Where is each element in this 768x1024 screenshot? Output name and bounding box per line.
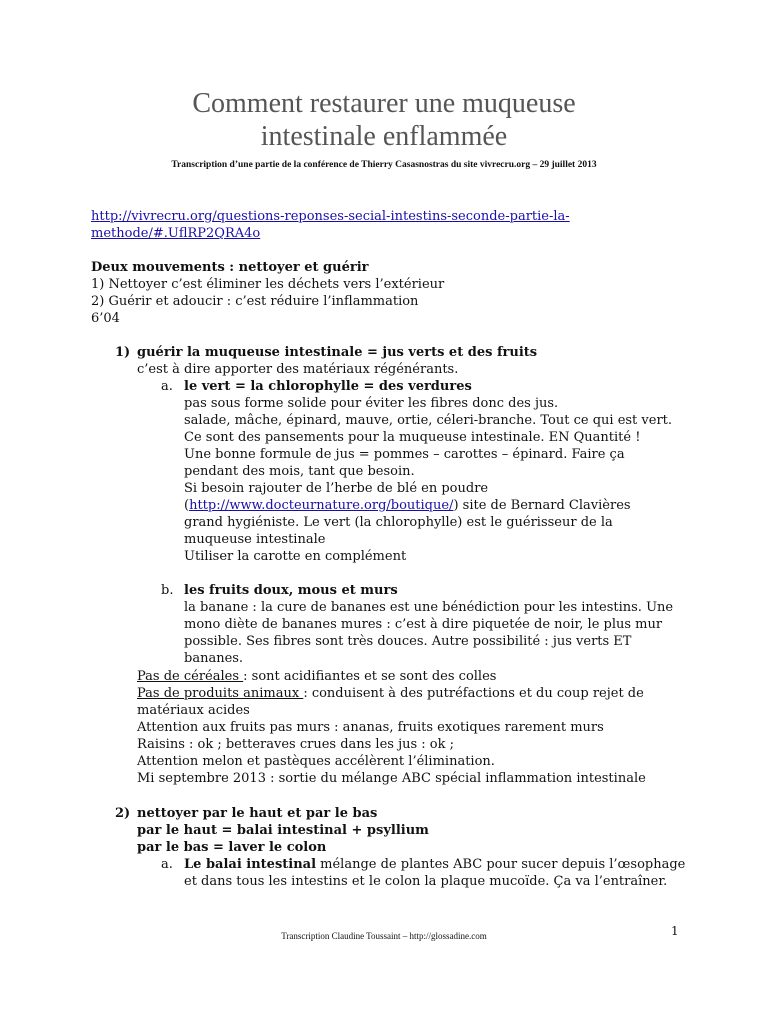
- intro-line-2: 2) Guérir et adoucir : c’est réduire l’inflammation: [91, 294, 419, 309]
- item-b-line-3: possible. Ses fibres sont très douces. Autre possibilité : jus verts ET: [184, 634, 632, 649]
- section-2-item-a-label: a.: [161, 857, 173, 872]
- item-b-heading: les fruits doux, mous et murs: [184, 583, 398, 598]
- note-line-6: Attention melon et pastèques accélèrent l’élimination.: [137, 754, 495, 769]
- subtitle: Transcription d’une partie de la conférence de Thierry Casasnostras du site vivrecru.org – 29 juillet 2013: [171, 160, 597, 170]
- intro-line-1: 1) Nettoyer c’est éliminer les déchets vers l’extérieur: [91, 277, 445, 292]
- section-2-item-a-bold: Le balai intestinal: [184, 857, 317, 872]
- section-2-item-a-line-2: et dans tous les intestins et le colon la plaque mucoïde. Ça va l’entraîner.: [184, 874, 668, 889]
- intro-heading: Deux mouvements : nettoyer et guérir: [91, 260, 369, 275]
- source-link-line-1[interactable]: http://vivrecru.org/questions-reponses-secial-intestins-seconde-partie-la-: [91, 209, 570, 224]
- note-cereals-label: Pas de céréales: [137, 669, 244, 684]
- item-a-line-3: Ce sont des pansements pour la muqueuse intestinale. EN Quantité !: [184, 430, 641, 445]
- section-2-line-2: par le bas = laver le colon: [137, 840, 327, 855]
- section-1-number: 1): [115, 345, 131, 360]
- page-number: 1: [671, 924, 679, 938]
- note-line-3: matériaux acides: [137, 703, 250, 718]
- item-a-line-4: Une bonne formule de jus = pommes – carottes – épinard. Faire ça: [184, 447, 625, 462]
- item-a-line-9: muqueuse intestinale: [184, 532, 326, 547]
- section-2-number: 2): [115, 806, 131, 821]
- item-b-line-2: mono diète de bananes mures : c’est à dire piquetée de noir, le plus mur: [184, 617, 663, 632]
- note-cereals-text: : sont acidifiantes et se sont des colles: [243, 669, 497, 684]
- note-line-4: Attention aux fruits pas murs : ananas, fruits exotiques rarement murs: [137, 720, 604, 735]
- section-2-heading: nettoyer par le haut et par le bas: [137, 806, 378, 821]
- item-b-label: b.: [161, 583, 174, 598]
- source-link-line-2[interactable]: methode/#.UflRP2QRA4o: [91, 226, 261, 241]
- note-animals-label: Pas de produits animaux: [137, 686, 304, 701]
- item-a-line-1: pas sous forme solide pour éviter les fibres donc des jus.: [184, 396, 559, 411]
- section-2-item-a-rest: mélange de plantes ABC pour sucer depuis l’œsophage: [316, 857, 686, 872]
- note-line-5: Raisins : ok ; betteraves crues dans les jus : ok ;: [137, 737, 455, 752]
- item-b-line-4: bananes.: [184, 651, 244, 666]
- note-animals: [137, 685, 644, 702]
- section-1-heading: guérir la muqueuse intestinale = jus verts et des fruits: [137, 345, 538, 360]
- boutique-link[interactable]: http://www.docteurnature.org/boutique/: [189, 498, 454, 513]
- note-line-7: Mi septembre 2013 : sortie du mélange ABC spécial inflammation intestinale: [137, 771, 646, 786]
- section-2-item-a: [184, 856, 685, 873]
- intro-time: 6’04: [91, 311, 120, 326]
- item-a-line-6: Si besoin rajouter de l’herbe de blé en poudre: [184, 481, 489, 496]
- page-title-line-2: intestinale enflammée: [260, 121, 508, 152]
- item-a-line-7-rest: ) site de Bernard Clavières: [453, 498, 631, 513]
- section-1-sub: c’est à dire apporter des matériaux régénérants.: [137, 362, 459, 377]
- item-a-line-7: [184, 497, 631, 514]
- note-cereals: [137, 668, 496, 685]
- item-b-line-1: la banane : la cure de bananes est une bénédiction pour les intestins. Une: [184, 600, 674, 615]
- note-animals-text: : conduisent à des putréfactions et du coup rejet de: [303, 686, 644, 701]
- section-2-line-1: par le haut = balai intestinal + psyllium: [137, 823, 429, 838]
- item-a-line-8: grand hygiéniste. Le vert (la chlorophylle) est le guérisseur de la: [184, 515, 613, 530]
- paren-open: (: [184, 498, 190, 513]
- item-a-heading: le vert = la chlorophylle = des verdures: [184, 379, 472, 394]
- item-a-line-2: salade, mâche, épinard, mauve, ortie, céleri-branche. Tout ce qui est vert.: [184, 413, 673, 428]
- item-a-line-10: Utiliser la carotte en complément: [184, 549, 407, 564]
- page-title-line-1: Comment restaurer une muqueuse: [192, 88, 576, 119]
- footer: Transcription Claudine Toussaint – http://glossadine.com: [281, 931, 487, 941]
- item-a-label: a.: [161, 379, 173, 394]
- item-a-line-5: pendant des mois, tant que besoin.: [184, 464, 415, 479]
